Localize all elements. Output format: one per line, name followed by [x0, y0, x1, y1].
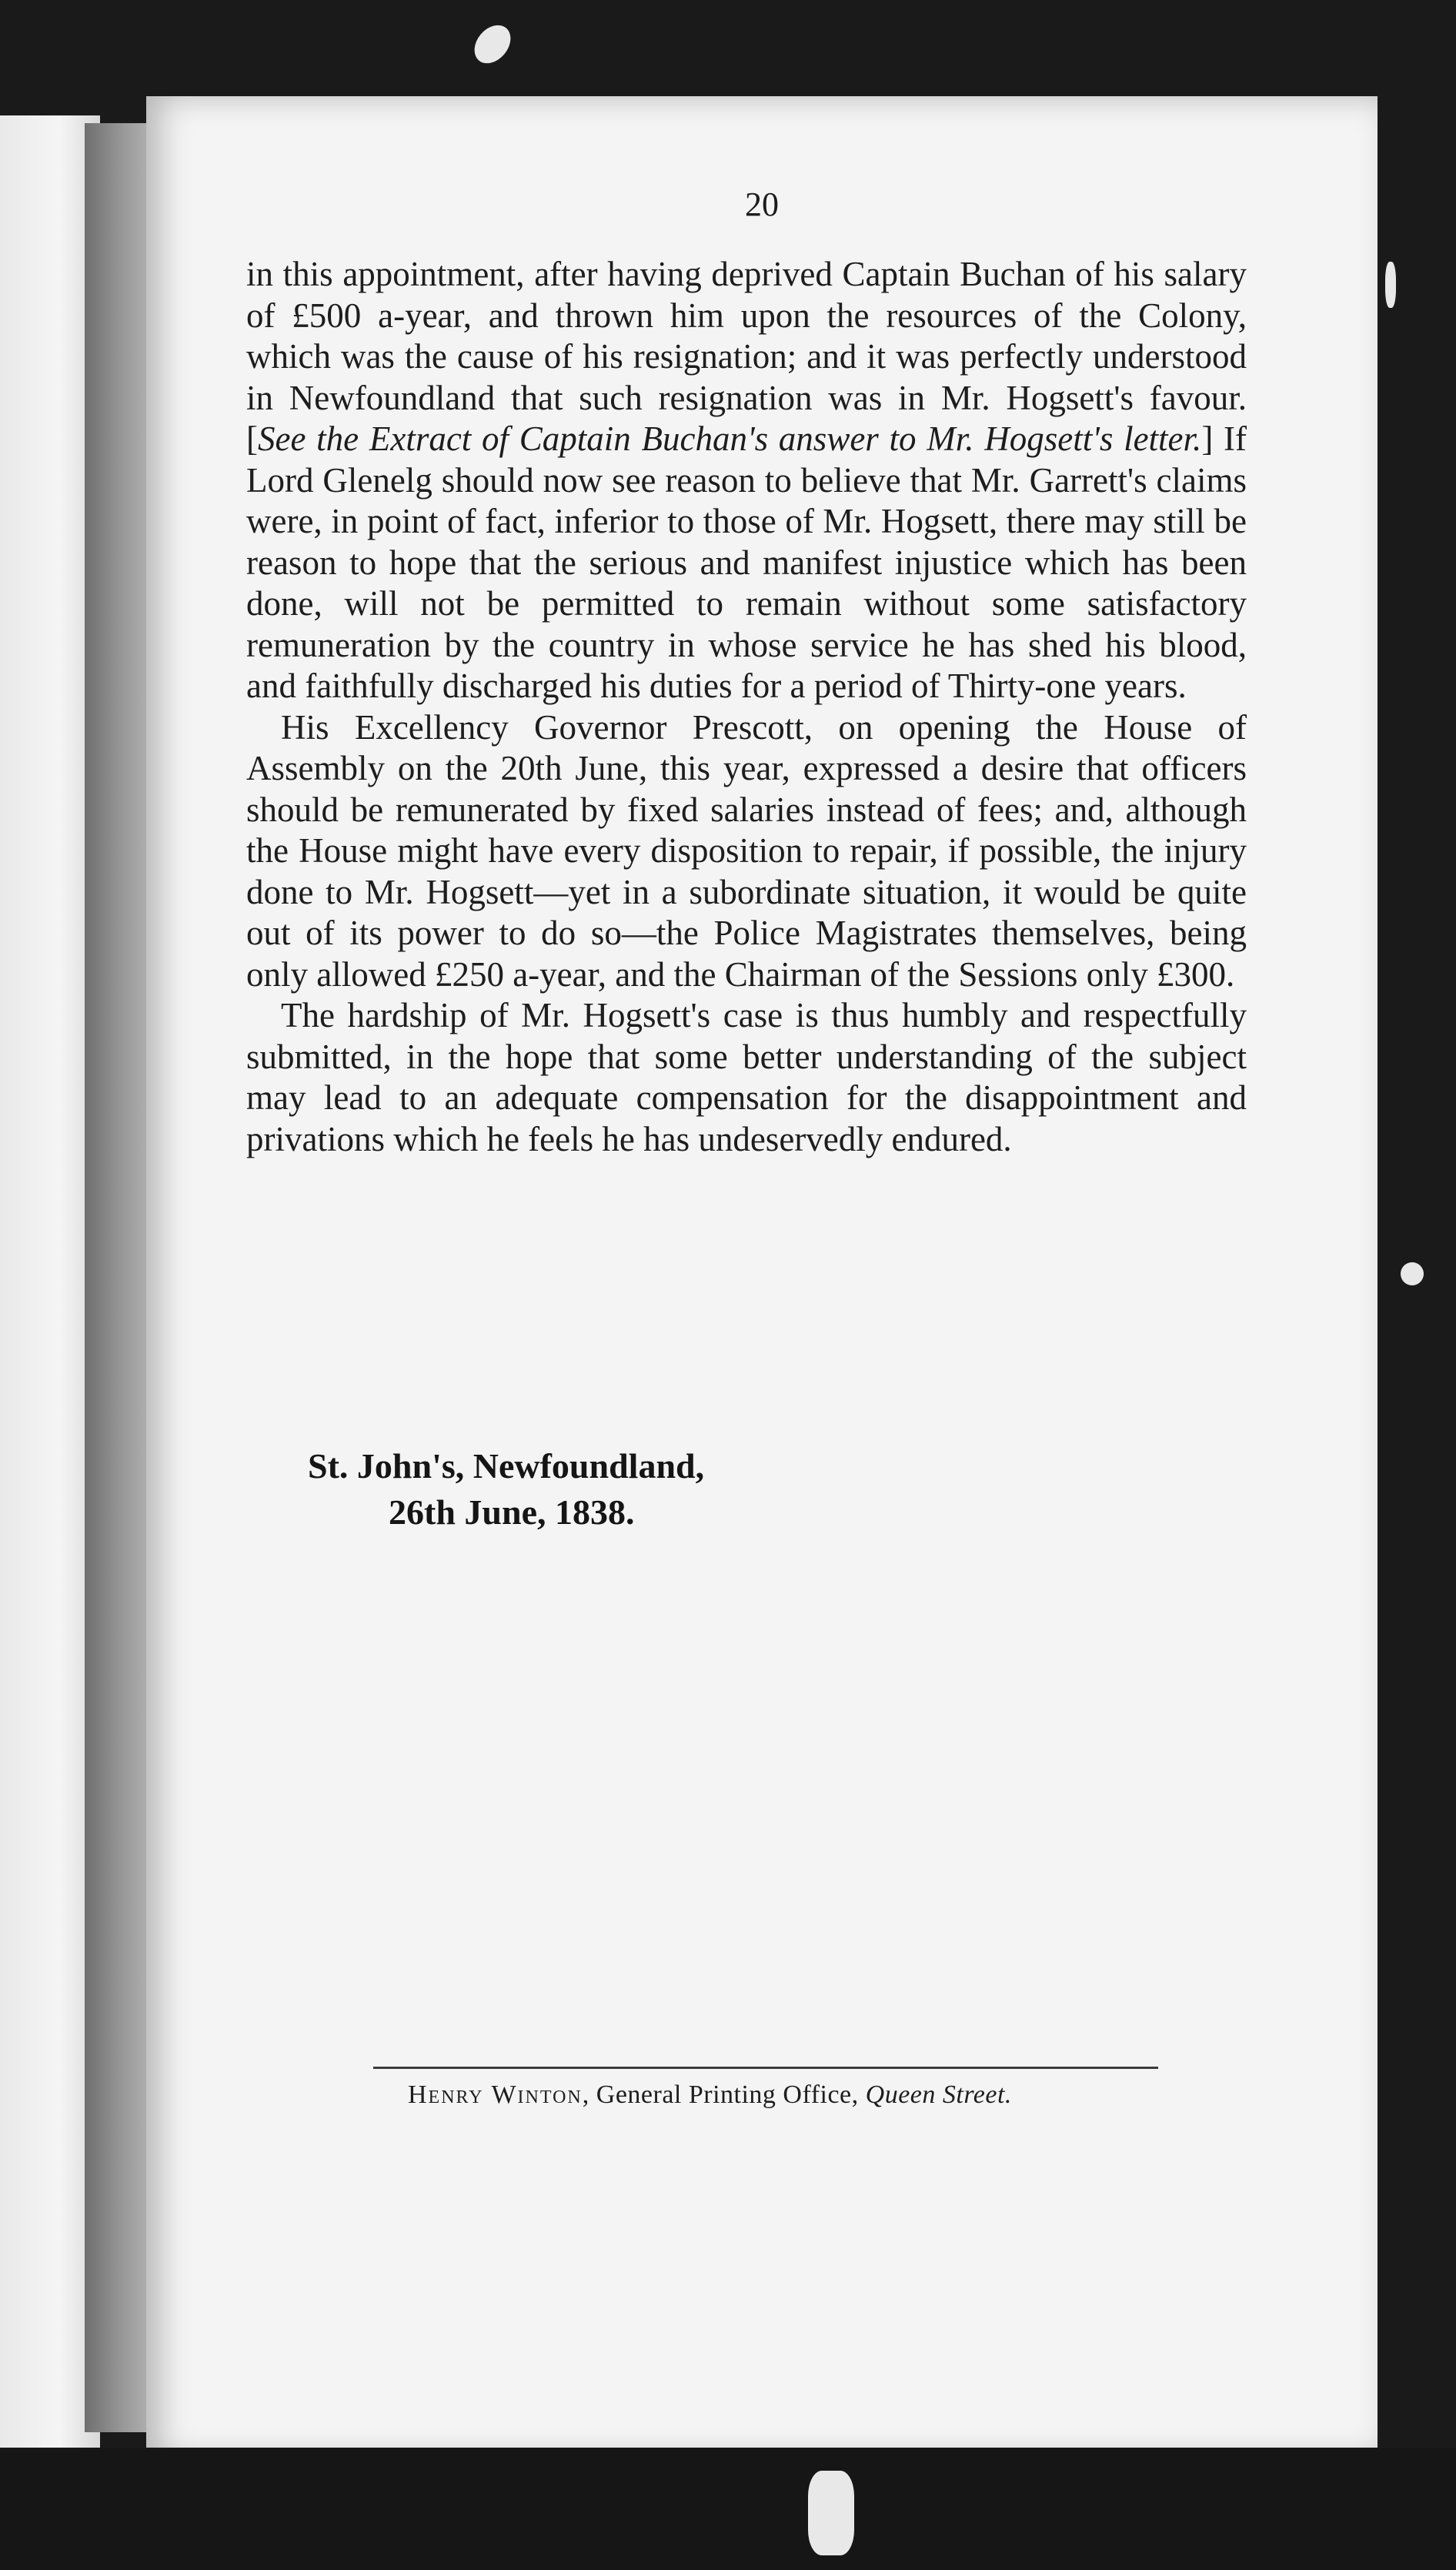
scan-speck — [808, 2471, 854, 2555]
paragraph-1 — [246, 254, 1247, 707]
signoff-date: 26th June, 1838. — [389, 1492, 635, 1532]
paragraph-2 — [246, 707, 1247, 996]
imprint-office: , General Printing Office, — [582, 2080, 866, 2109]
scan-speck — [467, 18, 518, 71]
scan-speck — [1385, 262, 1396, 308]
paragraph-1-part-2: ] If Lord Glenelg should now see reason to believe that Mr. Garrett's claims were, in point of fact, inferior to those of Mr. Hogsett, there may still be reason to hope that the serious and manifest injustice which has been done, will not be permitted to remain without some satisfactory remuneration by the country in whose service he has shed his blood, and faithfully discharged his duties for a period of Thirty-one years. — [246, 419, 1247, 705]
printer-imprint — [408, 2080, 1012, 2110]
scan-background-bottom — [0, 2448, 1456, 2570]
page-number: 20 — [745, 185, 779, 223]
imprint-printer: Henry Winton — [408, 2080, 583, 2109]
horizontal-rule — [373, 2067, 1158, 2069]
paragraph-3-text: The hardship of Mr. Hogsett's case is thus humbly and respectfully submitted, in the hope that some better understanding of the subject may lead to an adequate compensation for the disappointment and privations which he feels he has undeservedly endured. — [246, 996, 1247, 1158]
signoff — [308, 1443, 704, 1536]
scan-speck — [1401, 1262, 1424, 1285]
imprint-street: Queen Street. — [865, 2080, 1012, 2109]
paragraph-1-italic-reference: See the Extract of Captain Buchan's answer to Mr. Hogsett's letter. — [258, 419, 1202, 458]
paragraph-3 — [246, 995, 1247, 1160]
signoff-place: St. John's, Newfoundland, — [308, 1446, 705, 1486]
paragraph-2-text: His Excellency Governor Prescott, on opening the House of Assembly on the 20th June, this year, expressed a desire that officers should be remunerated by fixed salaries instead of fees; and, although the House might have every disposition to repair, if possible, the injury done to Mr. Hogsett—yet in a subordinate situation, it would be quite out of its power to do so—the Police Magistrates themselves, being only allowed £250 a-year, and the Chairman of the Sessions only £300. — [246, 707, 1247, 994]
body-text — [246, 254, 1247, 1160]
paragraph-1-part-1: in this appointment, after having deprived Captain Buchan of his salary of £500 a-year, and thrown him upon the resources of the Colony, which was the cause of his resignation; and it was perfectly understood in Newfoundland that such resignation was in Mr. Hogsett's favour. [ — [246, 255, 1247, 458]
document-page — [146, 96, 1378, 2459]
